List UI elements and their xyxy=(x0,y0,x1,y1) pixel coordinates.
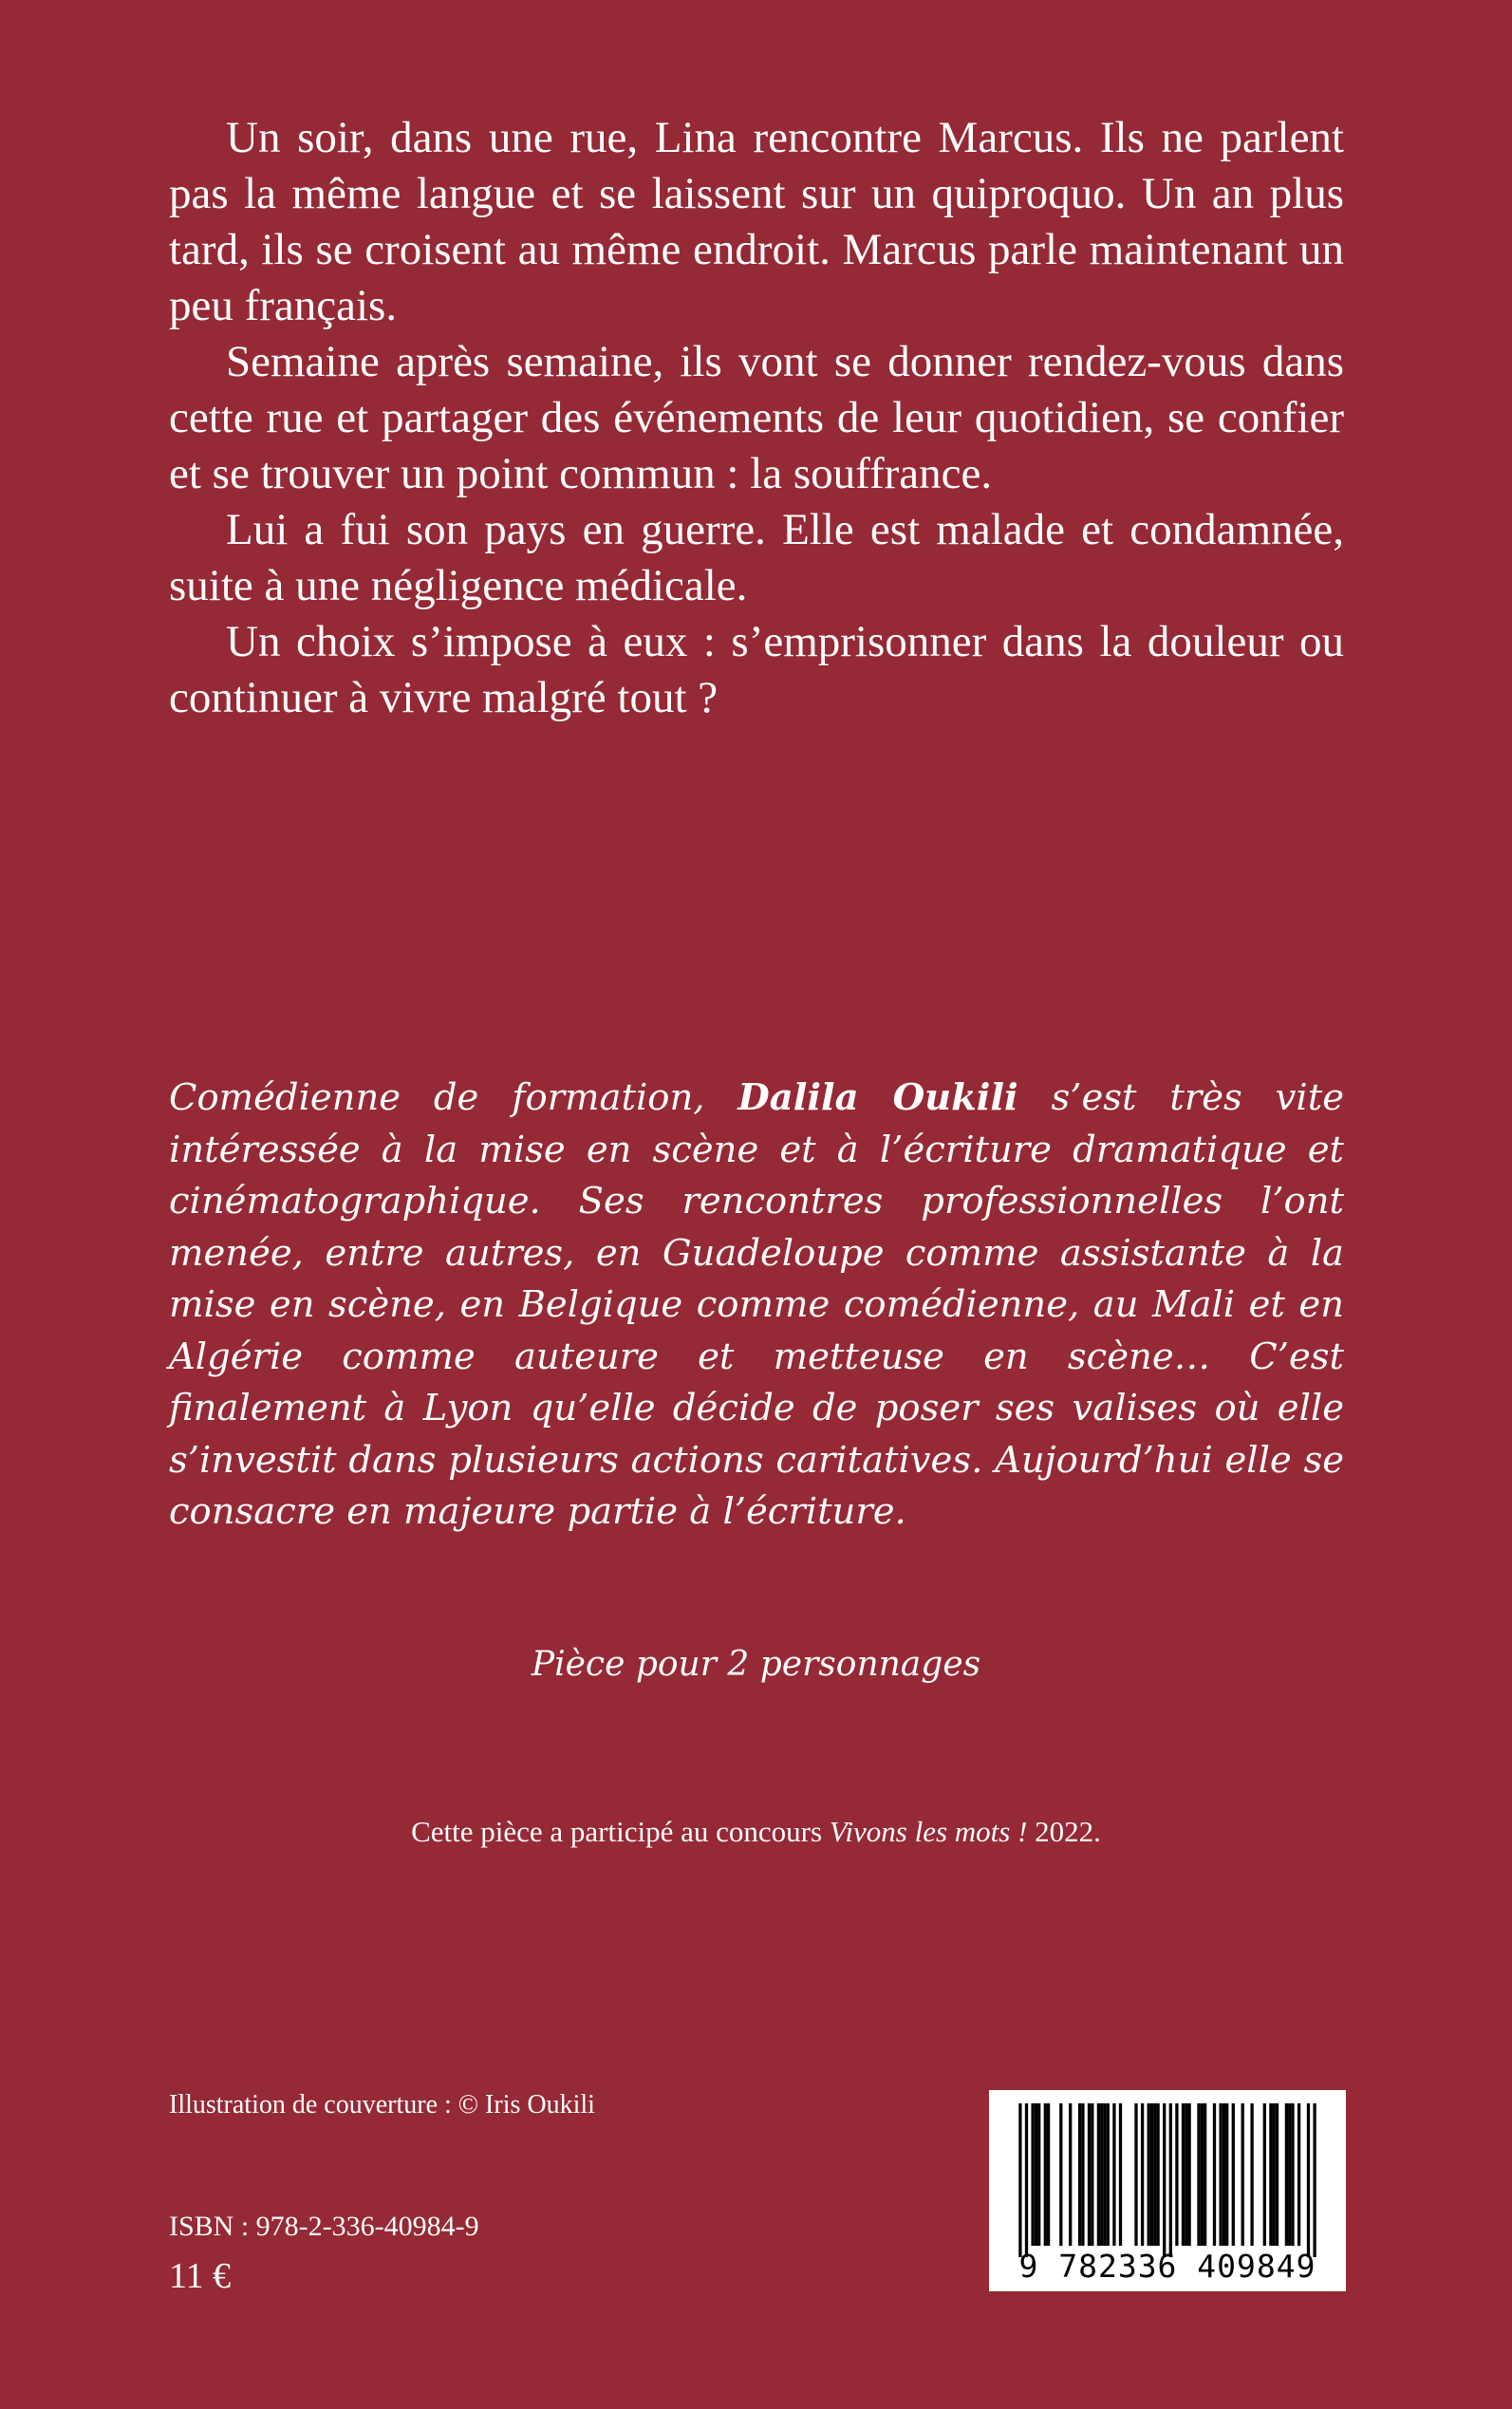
author-name: Dalila Oukili xyxy=(737,1076,1018,1119)
barcode-bar xyxy=(1307,2103,1310,2257)
price: 11 € xyxy=(169,2256,232,2296)
barcode-bar xyxy=(1241,2103,1244,2246)
barcode-bar xyxy=(1263,2103,1266,2246)
summary-paragraph: Un soir, dans une rue, Lina rencontre Marcus. Ils ne parlent pas la même langue et se laissent sur un quiproquo. Un an plus tard, ils se croisent au même endroit. Marcus parle maintenant un peu français. xyxy=(169,113,1344,330)
barcode-bar xyxy=(1182,2103,1185,2246)
barcode-bar xyxy=(1141,2103,1144,2246)
barcode-bar xyxy=(1018,2103,1021,2257)
contest-title: Vivons les mots ! xyxy=(829,1815,1028,1848)
barcode-bar xyxy=(1091,2103,1093,2246)
contest-note xyxy=(0,1813,1512,1851)
barcode-bar xyxy=(1273,2103,1276,2246)
contest-after: 2022. xyxy=(1027,1815,1101,1848)
barcode-bar xyxy=(1219,2103,1222,2246)
barcode-bar xyxy=(1276,2103,1279,2246)
barcode-bar xyxy=(1153,2103,1156,2246)
barcode-bar xyxy=(1187,2103,1190,2246)
barcode-bar xyxy=(1059,2103,1062,2246)
barcode-bar xyxy=(1285,2103,1288,2246)
barcode-bar xyxy=(1107,2103,1110,2246)
barcode-bar xyxy=(1225,2103,1228,2246)
contest-before: Cette pièce a participé au concours xyxy=(411,1815,830,1848)
barcode-bar xyxy=(1047,2103,1050,2246)
barcode-bar xyxy=(1100,2103,1103,2246)
barcode-bar xyxy=(1232,2103,1235,2246)
barcode-bar xyxy=(1169,2103,1172,2257)
barcode-bar xyxy=(1313,2103,1316,2257)
barcode-bar xyxy=(1088,2103,1091,2246)
barcode-bar xyxy=(1269,2103,1272,2246)
barcode-bar xyxy=(1031,2103,1034,2246)
barcode-bar xyxy=(1156,2103,1159,2246)
bio-intro: Comédienne de formation, xyxy=(169,1076,738,1119)
barcode-bar xyxy=(1250,2103,1253,2246)
summary-paragraph: Semaine après semaine, ils vont se donner rendez-vous dans cette rue et partager des événements de leur quotidien, se confier et se trouver un point commun : la souffrance. xyxy=(169,337,1344,498)
barcode-bar xyxy=(1069,2103,1072,2246)
bio-text: s’est très vite intéressée à la mise en scène et à l’écriture dramatique et cinématographique. Ses rencontres professionnelles l’ont menée, entre autres, en Guadeloupe comme assistante à la mise en scène, en Belgique comme comédienne, au Mali et en Algérie comme auteure et metteuse en scène… C’est finalement à Lyon qu’elle décide de poser ses valises où elle s’investit dans plusieurs actions caritatives. Aujourd’hui elle se consacre en majeure partie à l’écriture. xyxy=(169,1076,1345,1533)
barcode-digits: 9 782336 409849 xyxy=(1018,2248,1316,2285)
barcode-bar xyxy=(1197,2103,1200,2246)
barcode xyxy=(989,2090,1346,2291)
barcode-bar xyxy=(1185,2103,1187,2246)
barcode-bar xyxy=(1044,2103,1047,2246)
barcode-bar xyxy=(1025,2103,1028,2257)
barcode-bar xyxy=(1223,2103,1225,2246)
author-bio xyxy=(169,1073,1344,1539)
summary-text xyxy=(169,110,1344,726)
barcode-bar xyxy=(1148,2103,1150,2246)
barcode-bar xyxy=(1150,2103,1153,2246)
isbn: ISBN : 978-2-336-40984-9 xyxy=(169,2211,479,2242)
barcode-bar xyxy=(1213,2103,1216,2246)
author-bio-paragraph xyxy=(169,1073,1344,1539)
barcode-bar xyxy=(1297,2103,1300,2246)
barcode-bar xyxy=(1204,2103,1206,2246)
barcode-bar xyxy=(1288,2103,1291,2246)
summary-paragraph: Un choix s’impose à eux : s’emprisonner dans la douleur ou continuer à vivre malgré tout ? xyxy=(169,617,1344,722)
barcode-bar xyxy=(1291,2103,1294,2246)
barcode-bar xyxy=(1078,2103,1081,2246)
barcode-bar xyxy=(1103,2103,1106,2246)
barcode-bar xyxy=(1081,2103,1084,2246)
barcode-bar xyxy=(1037,2103,1040,2246)
cast-note: Pièce pour 2 personnages xyxy=(531,1645,981,1684)
summary-paragraph: Lui a fui son pays en guerre. Elle est malade et condamnée, suite à une négligence médicale. xyxy=(169,505,1344,610)
barcode-bar xyxy=(1163,2103,1166,2257)
illustration-credit: Illustration de couverture : © Iris Oukili xyxy=(169,2090,595,2120)
barcode-bar xyxy=(1134,2103,1137,2246)
barcode-bar xyxy=(1112,2103,1115,2246)
barcode-bar xyxy=(1201,2103,1204,2246)
barcode-bar xyxy=(1035,2103,1037,2246)
barcode-bar xyxy=(1119,2103,1122,2246)
barcode-bar xyxy=(1175,2103,1178,2246)
barcode-bar xyxy=(1097,2103,1100,2246)
